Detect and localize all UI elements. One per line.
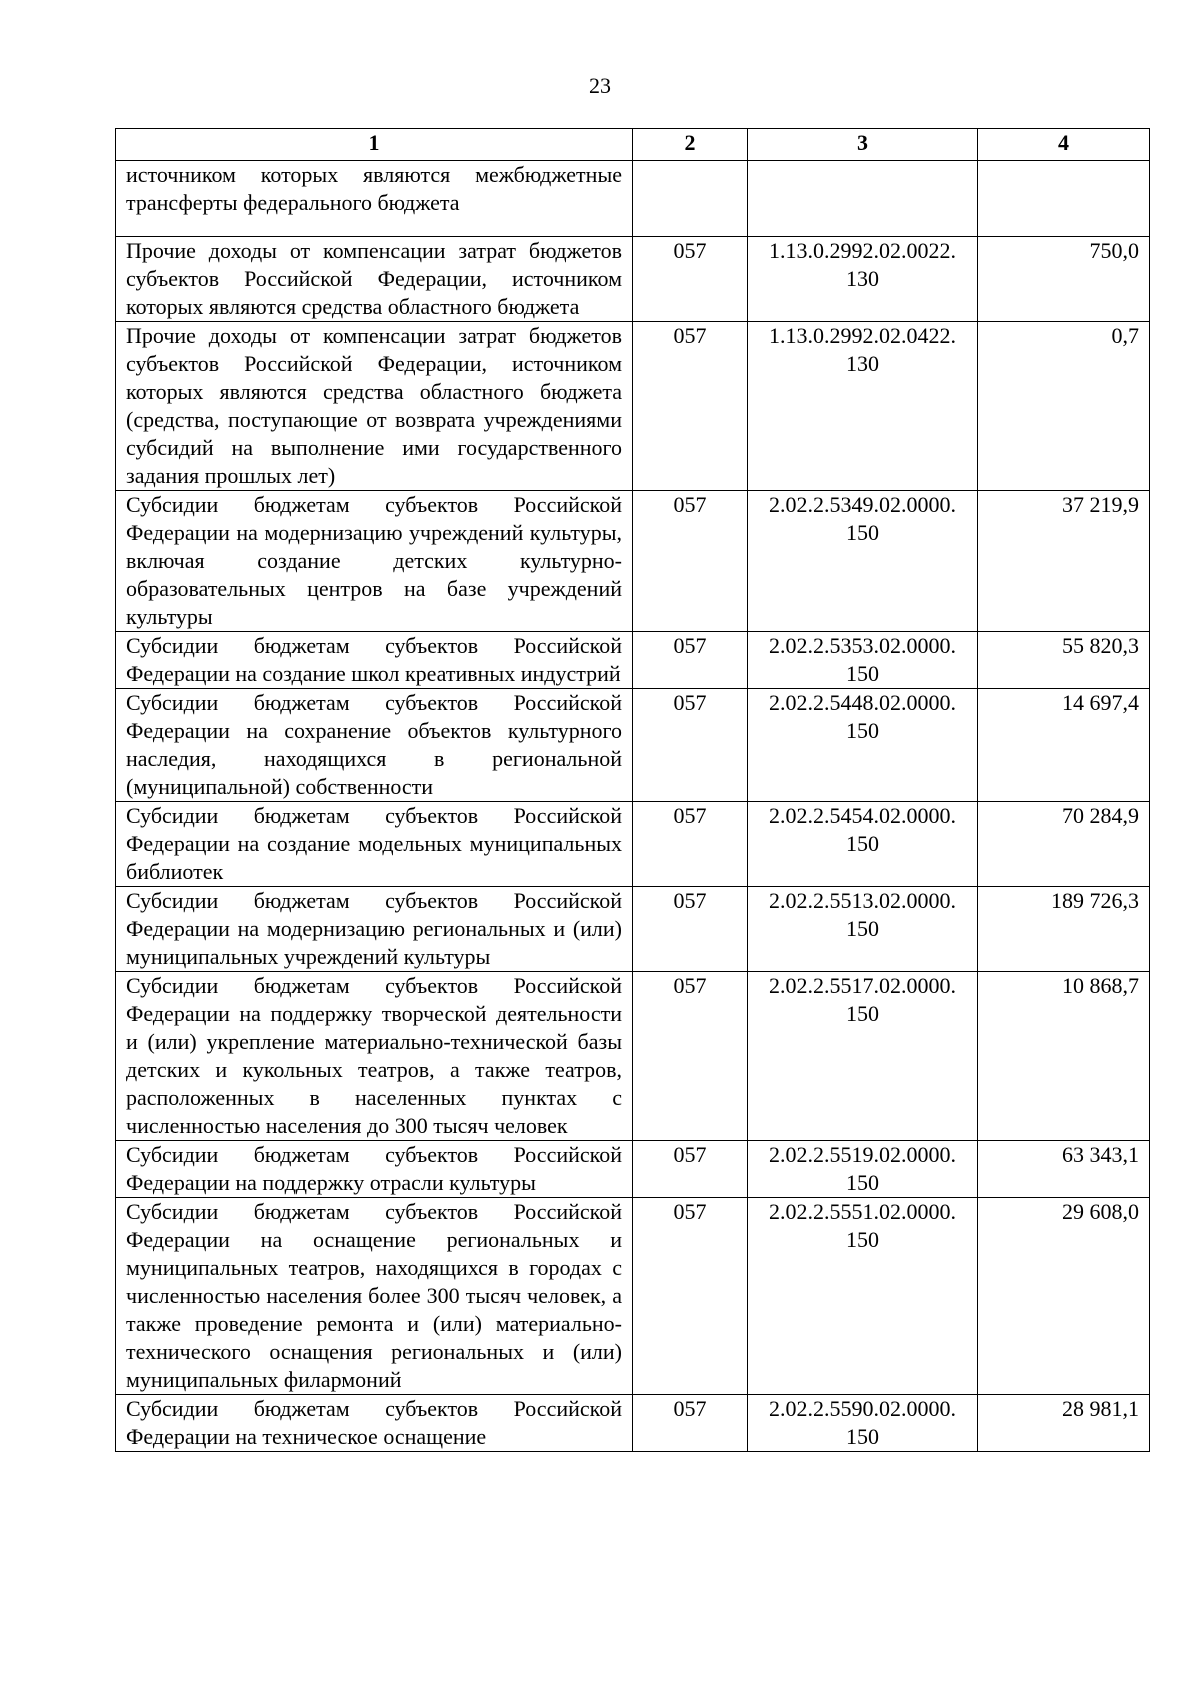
row-description: Субсидии бюджетам субъектов Российской Федерации на техническое оснащение bbox=[116, 1395, 633, 1452]
row-admin-code: 057 bbox=[633, 1198, 748, 1395]
row-amount: 28 981,1 bbox=[978, 1395, 1150, 1452]
row-amount bbox=[978, 161, 1150, 237]
row-admin-code: 057 bbox=[633, 689, 748, 802]
row-admin-code: 057 bbox=[633, 491, 748, 632]
row-amount: 29 608,0 bbox=[978, 1198, 1150, 1395]
row-classification-code: 2.02.2.5448.02.0000. 150 bbox=[748, 689, 978, 802]
table-header-row bbox=[116, 129, 1150, 161]
row-description: Субсидии бюджетам субъектов Российской Федерации на модернизацию региональных и (или) муниципальных учреждений культуры bbox=[116, 887, 633, 972]
row-description: Субсидии бюджетам субъектов Российской Федерации на оснащение региональных и муниципальных театров, находящихся в городах с численностью населения более 300 тысяч человек, а также проведение ремонта и (или) материально-технического оснащения региональных и (или) муниципальных филармоний bbox=[116, 1198, 633, 1395]
row-admin-code: 057 bbox=[633, 887, 748, 972]
table-row bbox=[116, 491, 1150, 632]
row-description: Субсидии бюджетам субъектов Российской Федерации на модернизацию учреждений культуры, включая создание детских культурно-образовательных центров на базе учреждений культуры bbox=[116, 491, 633, 632]
row-amount: 10 868,7 bbox=[978, 972, 1150, 1141]
column-header-4: 4 bbox=[978, 129, 1150, 161]
table-row bbox=[116, 887, 1150, 972]
column-header-1: 1 bbox=[116, 129, 633, 161]
column-header-3: 3 bbox=[748, 129, 978, 161]
row-amount: 750,0 bbox=[978, 237, 1150, 322]
row-classification-code: 2.02.2.5513.02.0000. 150 bbox=[748, 887, 978, 972]
table-row bbox=[116, 1198, 1150, 1395]
table-row bbox=[116, 237, 1150, 322]
row-classification-code: 2.02.2.5519.02.0000. 150 bbox=[748, 1141, 978, 1198]
row-classification-code: 1.13.0.2992.02.0022. 130 bbox=[748, 237, 978, 322]
row-amount: 70 284,9 bbox=[978, 802, 1150, 887]
table-row bbox=[116, 322, 1150, 491]
row-classification-code: 1.13.0.2992.02.0422. 130 bbox=[748, 322, 978, 491]
row-admin-code: 057 bbox=[633, 237, 748, 322]
row-admin-code: 057 bbox=[633, 802, 748, 887]
table-row bbox=[116, 1395, 1150, 1452]
row-description: источником которых являются межбюджетные трансферты федерального бюджета bbox=[116, 161, 633, 237]
row-admin-code bbox=[633, 161, 748, 237]
table-row bbox=[116, 1141, 1150, 1198]
row-classification-code: 2.02.2.5454.02.0000. 150 bbox=[748, 802, 978, 887]
table-row bbox=[116, 632, 1150, 689]
row-description: Прочие доходы от компенсации затрат бюджетов субъектов Российской Федерации, источником которых являются средства областного бюджета bbox=[116, 237, 633, 322]
row-description: Субсидии бюджетам субъектов Российской Федерации на поддержку творческой деятельности и (или) укрепление материально-технической базы детских и кукольных театров, а также театров, расположенных в населенных пунктах с численностью населения до 300 тысяч человек bbox=[116, 972, 633, 1141]
row-classification-code: 2.02.2.5551.02.0000. 150 bbox=[748, 1198, 978, 1395]
row-amount: 55 820,3 bbox=[978, 632, 1150, 689]
row-admin-code: 057 bbox=[633, 322, 748, 491]
row-classification-code: 2.02.2.5517.02.0000. 150 bbox=[748, 972, 978, 1141]
row-description: Субсидии бюджетам субъектов Российской Федерации на создание модельных муниципальных библиотек bbox=[116, 802, 633, 887]
budget-table bbox=[115, 128, 1150, 1452]
table-row bbox=[116, 161, 1150, 237]
row-description: Субсидии бюджетам субъектов Российской Федерации на создание школ креативных индустрий bbox=[116, 632, 633, 689]
row-classification-code: 2.02.2.5353.02.0000. 150 bbox=[748, 632, 978, 689]
table-row bbox=[116, 972, 1150, 1141]
row-amount: 189 726,3 bbox=[978, 887, 1150, 972]
row-description: Субсидии бюджетам субъектов Российской Федерации на сохранение объектов культурного наследия, находящихся в региональной (муниципальной) собственности bbox=[116, 689, 633, 802]
row-amount: 0,7 bbox=[978, 322, 1150, 491]
row-admin-code: 057 bbox=[633, 972, 748, 1141]
row-admin-code: 057 bbox=[633, 1141, 748, 1198]
row-classification-code: 2.02.2.5349.02.0000. 150 bbox=[748, 491, 978, 632]
row-amount: 63 343,1 bbox=[978, 1141, 1150, 1198]
page-number: 23 bbox=[589, 73, 611, 98]
row-classification-code bbox=[748, 161, 978, 237]
table-row bbox=[116, 802, 1150, 887]
row-admin-code: 057 bbox=[633, 632, 748, 689]
row-description: Субсидии бюджетам субъектов Российской Федерации на поддержку отрасли культуры bbox=[116, 1141, 633, 1198]
row-description: Прочие доходы от компенсации затрат бюджетов субъектов Российской Федерации, источником которых являются средства областного бюджета (средства, поступающие от возврата учреждениями субсидий на выполнение ими государственного задания прошлых лет) bbox=[116, 322, 633, 491]
row-amount: 14 697,4 bbox=[978, 689, 1150, 802]
row-amount: 37 219,9 bbox=[978, 491, 1150, 632]
table-row bbox=[116, 689, 1150, 802]
row-classification-code: 2.02.2.5590.02.0000. 150 bbox=[748, 1395, 978, 1452]
row-admin-code: 057 bbox=[633, 1395, 748, 1452]
column-header-2: 2 bbox=[633, 129, 748, 161]
